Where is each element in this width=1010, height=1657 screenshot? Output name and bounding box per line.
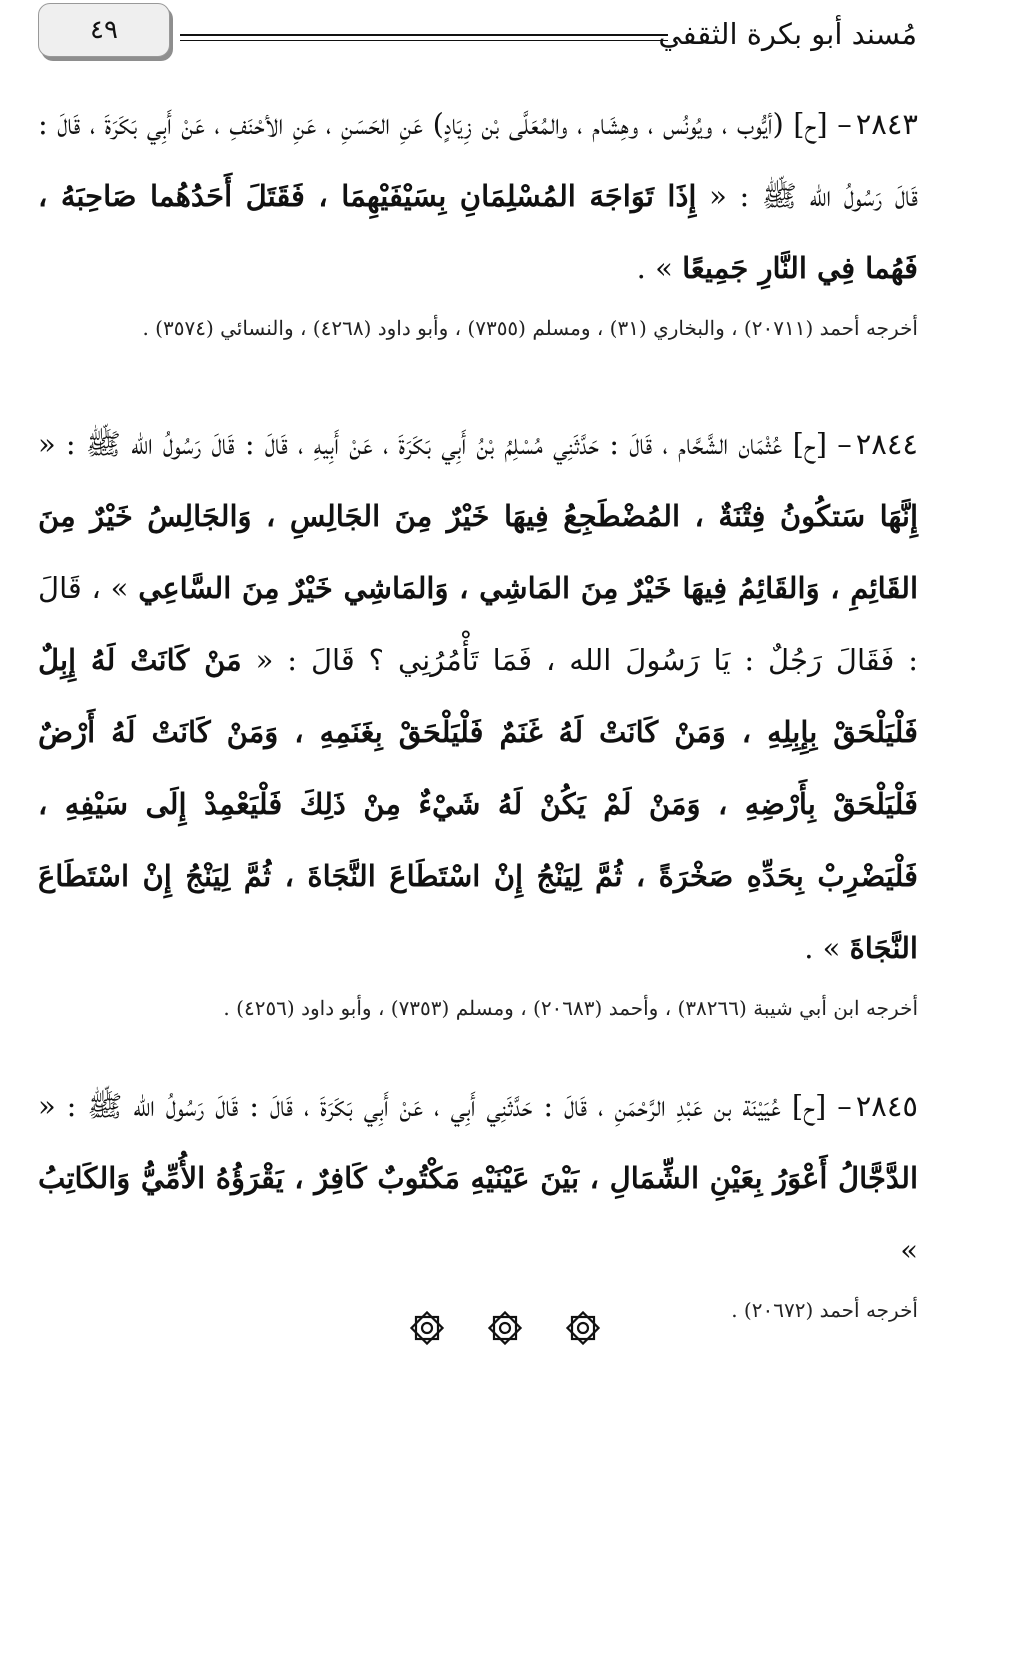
takhrij-2844: أخرجه ابن أبي شيبة (٣٨٢٦٦) ، وأحمد (٢٠٦٨٣) ، ومسلم (٧٣٥٣) ، وأبو داود (٤٢٥٦) . — [223, 996, 918, 1020]
quote-close: » — [900, 1233, 918, 1267]
prophet-speech: الدَّجَّالُ أَعْوَرُ بِعَيْنِ الشِّمَالِ ، بَيْنَ عَيْنَيْهِ مَكْتُوبٌ كَافِرٌ ، يَقْرَؤُهُ الأُمِّيُّ وَالكَاتِبُ — [38, 1161, 918, 1195]
hadith-dash: – — [837, 107, 852, 141]
page-number: ٤٩ — [38, 3, 170, 57]
hadith-number: ٢٨٤٣ — [855, 107, 919, 141]
eight-point-star-icon — [407, 1308, 447, 1348]
hadith-dash: – — [837, 1089, 852, 1123]
hadith-middle: » ، قَالَ : فَقَالَ رَجُلٌ : يَا رَسُولَ الله ، فَمَا تَأْمُرُنِي ؟ قَالَ : « — [38, 571, 919, 677]
hadith-2843 — [38, 88, 918, 304]
hadith-dash: – — [837, 427, 852, 461]
prophet-speech: إِنَّهَا سَتكُونُ فِتْنَةٌ ، المُضْطَجِعُ فِيهَا خَيْرٌ مِنَ الجَالِسِ ، وَالجَالِسُ خَيْرٌ مِنَ القَائِمِ ، وَالقَائِمُ فِيهَا خَيْرٌ مِنَ المَاشِي ، وَالمَاشِي خَيْرٌ مِنَ السَّاعِي — [38, 499, 919, 605]
header-rule — [180, 34, 668, 36]
spacer — [38, 348, 918, 408]
hadith-narration: [ح] عُيَيْنَة بن عَبْدِ الرَّحْمَنِ ، قَالَ : حَدَّثَنِي أَبِي ، عَنْ أَبِي بَكَرَةَ ، قَالَ : قَالَ رَسُولُ الله ﷺ : « — [38, 1089, 827, 1123]
eight-point-star-icon — [563, 1308, 603, 1348]
hadith-narration: [ح] (أيُّوب ، ويُونُس ، وهِشَام ، والمُعَلَّى بْن زِيَادٍ) عَنِ الحَسَنِ ، عَنِ الأحْنَفِ ، عَنْ أَبِي بَكَرَةَ ، قَالَ : قَالَ رَسُولُ الله ﷺ : « — [38, 107, 919, 213]
page-header — [0, 0, 1010, 70]
hadith-2844 — [38, 408, 918, 984]
takhrij-2845: أخرجه أحمد (٢٠٦٧٢) . — [731, 1298, 918, 1322]
prophet-speech: إِذَا تَوَاجَهَ المُسْلِمَانِ بِسَيْفَيْهِمَا ، فَقَتَلَ أَحَدُهُما صَاحِبَهُ ، فَهُما فِي النَّارِ جَمِيعًا — [38, 179, 918, 285]
hadith-narration: [ح] عُثْمَان الشَّحَّام ، قَالَ : حَدَّثَنِي مُسْلِمُ بْنُ أَبِي بَكَرَةَ ، عَنْ أَبِيهِ ، قَالَ : قَالَ رَسُولُ الله ﷺ : « — [38, 427, 828, 461]
hadith-number: ٢٨٤٤ — [855, 427, 919, 461]
hadith-number: ٢٨٤٥ — [855, 1089, 919, 1123]
quote-close: » . — [804, 931, 841, 965]
header-rule-thin — [180, 40, 668, 41]
eight-point-star-icon — [485, 1308, 525, 1348]
quote-close: » . — [636, 251, 673, 285]
page-body — [38, 88, 918, 1330]
book-title: مُسند أبو بكرة الثقفي — [658, 17, 917, 51]
takhrij-2843: أخرجه أحمد (٢٠٧١١) ، والبخاري (٣١) ، ومسلم (٧٣٥٥) ، وأبو داود (٤٢٦٨) ، والنسائي (٣٥٧٤) . — [142, 316, 918, 340]
hadith-2845 — [38, 1070, 918, 1286]
section-end-ornaments — [0, 1308, 1010, 1348]
spacer — [38, 1028, 918, 1070]
prophet-speech-2: مَنْ كَانَتْ لَهُ إِبِلٌ فَلْيَلْحَقْ بِإِبِلِهِ ، وَمَنْ كَانَتْ لَهُ غَنَمٌ فَلْيَلْحَقْ بِغَنَمِهِ ، وَمَنْ كَانَتْ لَهُ أَرْضٌ فَلْيَلْحَقْ بِأَرْضِهِ ، وَمَنْ لَمْ يَكُنْ لَهُ شَيْءٌ مِنْ ذَلِكَ فَلْيَعْمِدْ إِلَى سَيْفِهِ ، فَلْيَضْرِبْ بِحَدِّهِ صَخْرَةً ، ثُمَّ لِيَنْجُ إِنْ اسْتَطَاعَ النَّجَاةَ ، ثُمَّ لِيَنْجُ إِنْ اسْتَطَاعَ النَّجَاةَ — [38, 643, 918, 965]
